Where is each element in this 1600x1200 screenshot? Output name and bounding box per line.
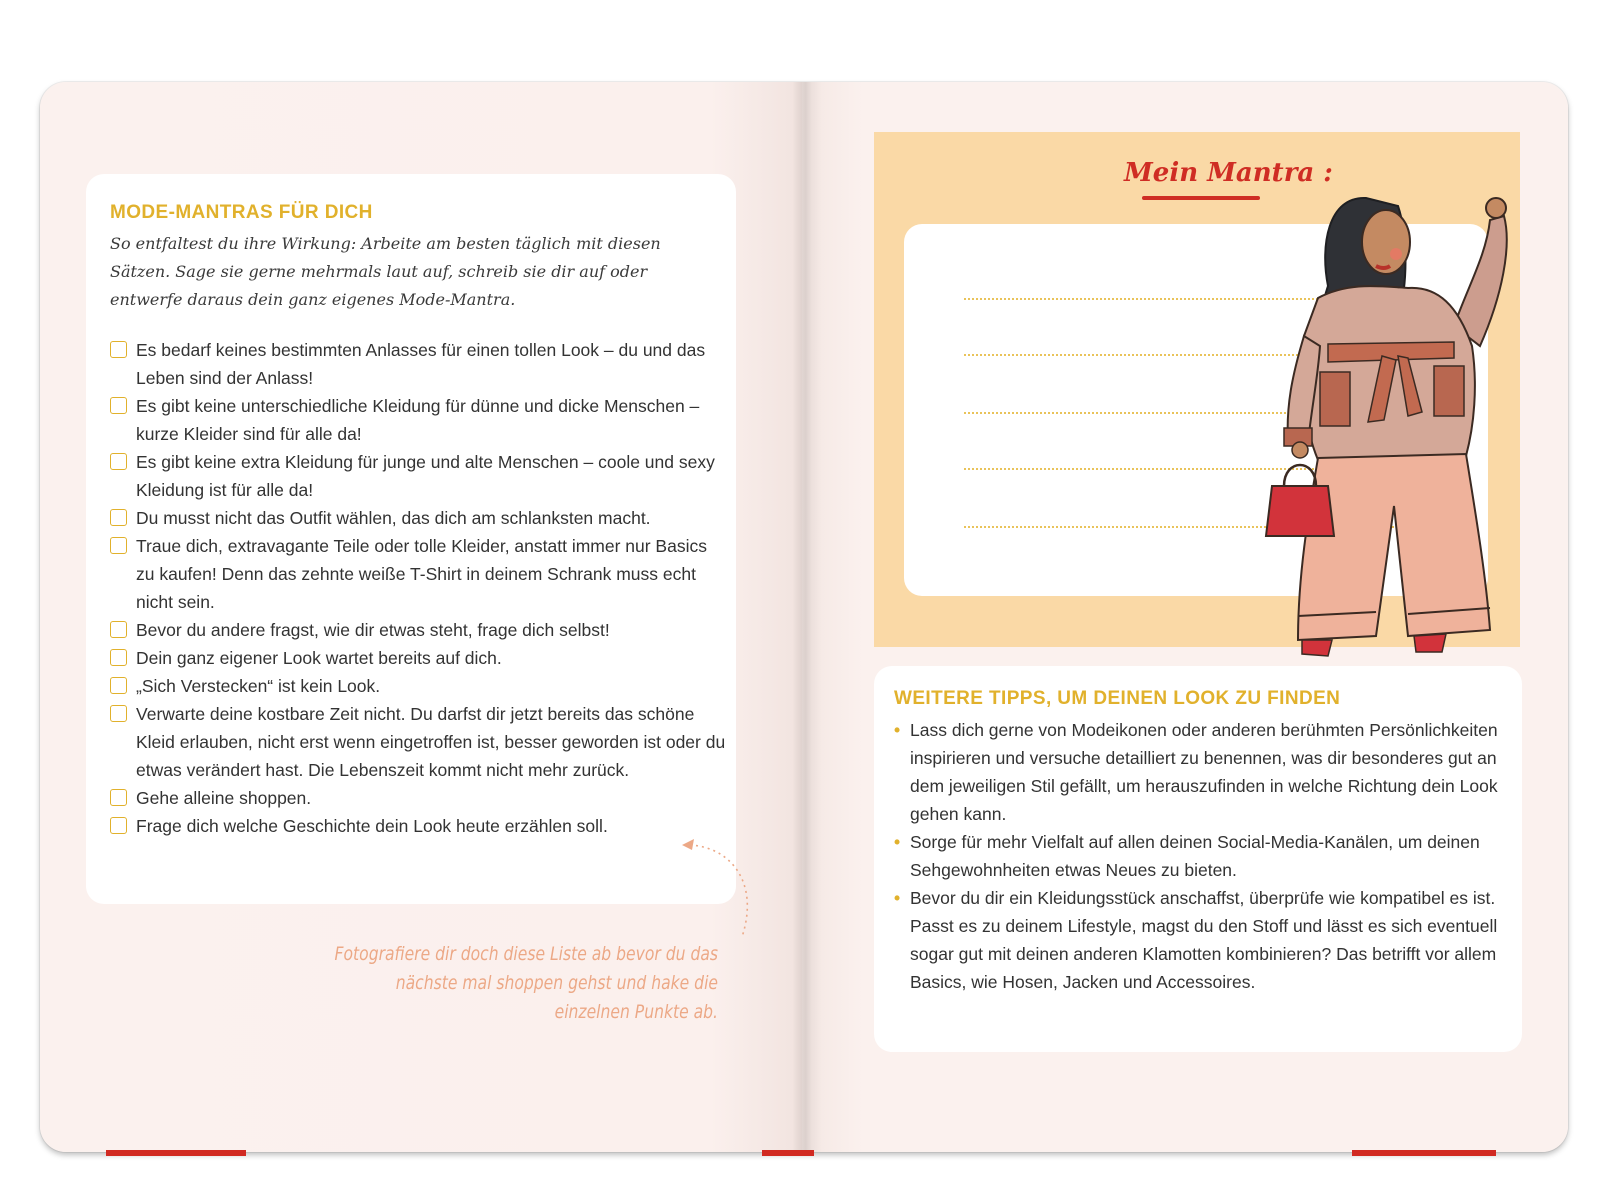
tip-item: • Bevor du dir ein Kleidungsstück anschaffst, überprüfe wie kompatibel es ist. Passt es zu deinem Lifestyle, magst du den Stoff und lässt es sich eventuell sogar gut mit deinen anderen Klamotten kombinieren? Das betrifft vor allem Basics, wie Hosen, Jacken und Accessoires. [894, 884, 1504, 996]
checklist-item[interactable]: Verwarte deine kostbare Zeit nicht. Du darfst dir jetzt bereits das schöne Kleid erlauben, nicht erst wenn eingetroffen ist, besser geworden ist oder du etwas verändert hast. Die Lebenszeit kommt nicht mehr zurück. [110, 700, 730, 784]
checkbox-icon[interactable] [110, 453, 127, 470]
checkbox-icon[interactable] [110, 509, 127, 526]
checklist-item[interactable]: Es gibt keine unterschiedliche Kleidung für dünne und dicke Menschen – kurze Kleider sind für alle da! [110, 392, 730, 448]
checklist-item[interactable]: Gehe alleine shoppen. [110, 784, 730, 812]
tips-heading: WEITERE TIPPS, UM DEINEN LOOK ZU FINDEN [894, 688, 1341, 709]
bookmark-ribbon [1352, 1150, 1496, 1156]
checkbox-icon[interactable] [110, 677, 127, 694]
checkbox-icon[interactable] [110, 817, 127, 834]
checklist-item[interactable]: Bevor du andere fragst, wie dir etwas steht, frage dich selbst! [110, 616, 730, 644]
checkbox-icon[interactable] [110, 397, 127, 414]
tip-item: • Lass dich gerne von Modeikonen oder anderen berühmten Persönlichkeiten inspirieren und versuche detailliert zu benennen, was dir besonderes gut an dem jeweiligen Stil gefällt, um herauszufinden in welche Richtung dein Look gehen kann. [894, 716, 1504, 828]
bullet-icon: • [894, 720, 901, 740]
tips-list [894, 716, 1504, 996]
checklist-item[interactable]: Dein ganz eigener Look wartet bereits auf dich. [110, 644, 730, 672]
checkbox-icon[interactable] [110, 649, 127, 666]
tip-item: • Sorge für mehr Vielfalt auf allen deinen Social-Media-Kanälen, um deinen Sehgewohnheiten etwas Neues zu bieten. [894, 828, 1504, 884]
woman-illustration-icon [1258, 176, 1548, 696]
checkbox-icon[interactable] [110, 621, 127, 638]
mantras-heading: MODE-MANTRAS FÜR DICH [110, 202, 373, 223]
checkbox-icon[interactable] [110, 341, 127, 358]
mantra-underline [1142, 196, 1260, 200]
mantras-intro: So entfaltest du ihre Wirkung: Arbeite am besten täglich mit diesen Sätzen. Sage sie gerne mehrmals laut auf, schreib sie dir auf oder entwerfe daraus dein ganz eigenes Mode-Mantra. [110, 234, 661, 309]
checklist-item[interactable]: Frage dich welche Geschichte dein Look heute erzählen soll. [110, 812, 730, 840]
mantras-checklist [110, 336, 730, 840]
checkbox-icon[interactable] [110, 537, 127, 554]
checklist-item[interactable]: Es bedarf keines bestimmten Anlasses für einen tollen Look – du und das Leben sind der Anlass! [110, 336, 730, 392]
checkbox-icon[interactable] [110, 789, 127, 806]
tips-card [874, 666, 1522, 1052]
checklist-item[interactable]: Du musst nicht das Outfit wählen, das dich am schlanksten macht. [110, 504, 730, 532]
checkbox-icon[interactable] [110, 705, 127, 722]
left-page [40, 82, 802, 1152]
shopping-note: Fotografiere dir doch diese Liste ab bevor du das nächste mal shoppen gehst und hake die einzelnen Punkte ab. [334, 943, 718, 1023]
bookmark-ribbon [106, 1150, 246, 1156]
mantras-card [86, 174, 736, 904]
checklist-item[interactable]: Traue dich, extravagante Teile oder tolle Kleider, anstatt immer nur Basics zu kaufen! Denn das zehnte weiße T-Shirt in deinem Schrank muss echt nicht sein. [110, 532, 730, 616]
mantra-title: Mein Mantra : [1124, 158, 1333, 188]
dotted-arrow-icon [680, 837, 760, 947]
bookmark-ribbon [762, 1150, 814, 1156]
checklist-item[interactable]: „Sich Verstecken“ ist kein Look. [110, 672, 730, 700]
checklist-item[interactable]: Es gibt keine extra Kleidung für junge und alte Menschen – coole und sexy Kleidung ist für alle da! [110, 448, 730, 504]
book-spine [792, 82, 822, 1152]
bullet-icon: • [894, 832, 901, 852]
bullet-icon: • [894, 888, 901, 908]
